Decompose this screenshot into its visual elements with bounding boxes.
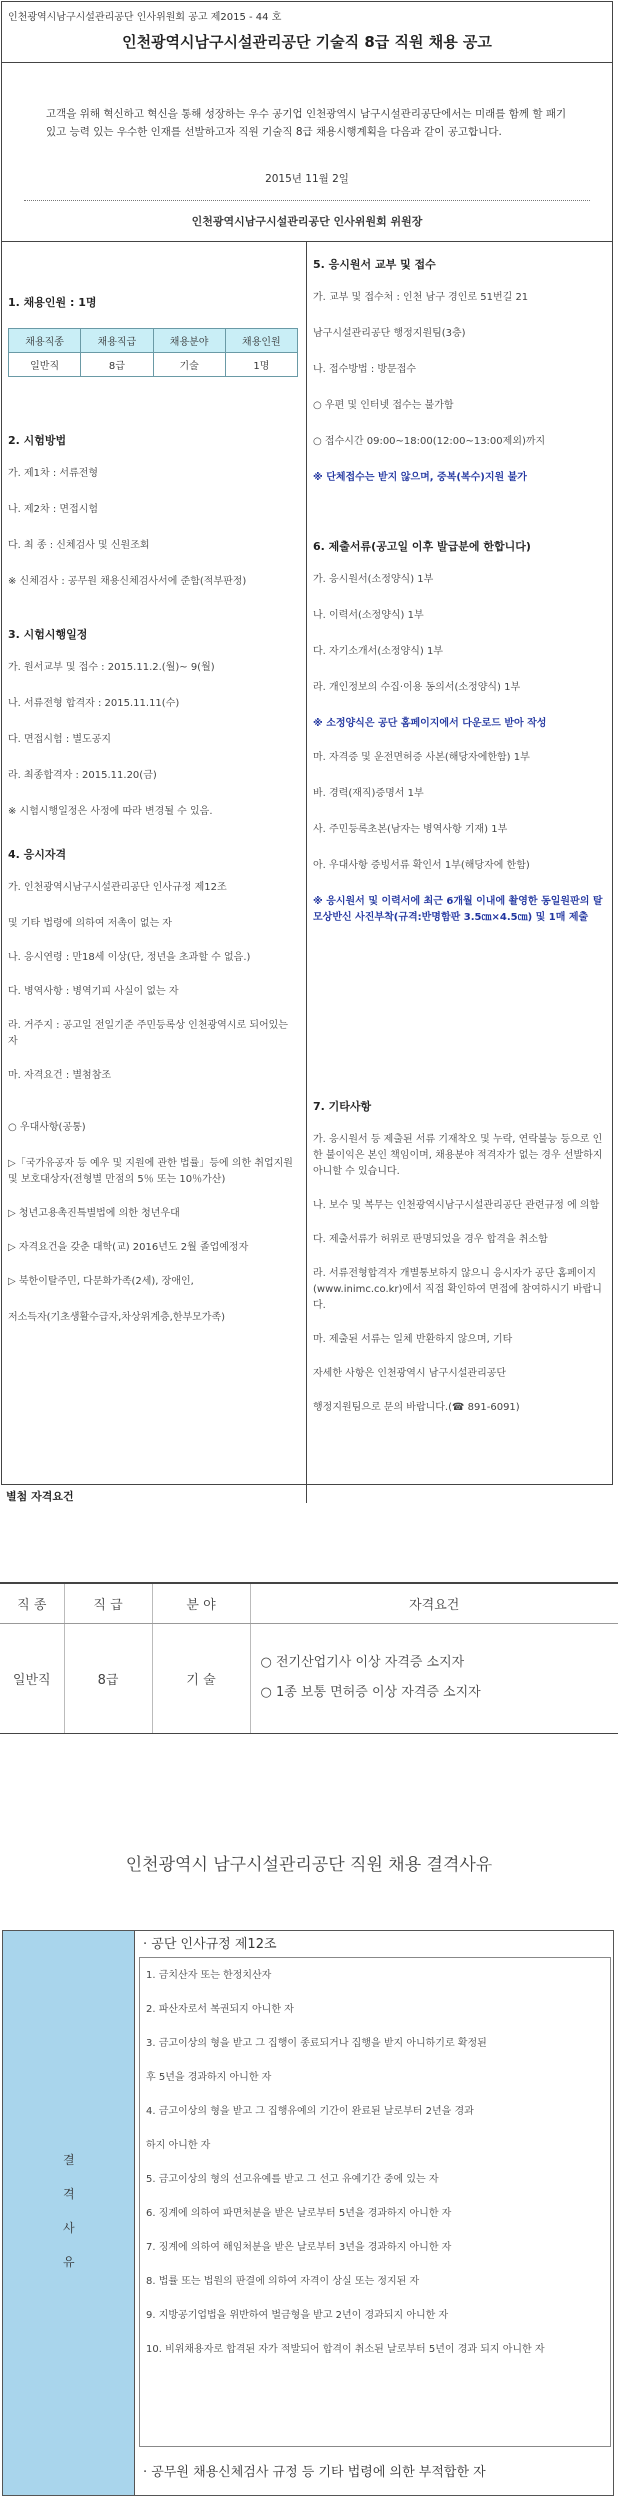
qualification-table xyxy=(0,1582,618,1734)
qual-header: 직 종 xyxy=(0,1583,64,1623)
list-item: 다. 최 종 : 신체검사 및 신원조회 xyxy=(8,540,150,551)
list-item: ○ 접수시간 09:00~18:00(12:00~13:00제외)까지 xyxy=(313,436,546,447)
recruit-header: 채용직급 xyxy=(81,329,153,353)
list-item: 나. 접수방법 : 방문접수 xyxy=(313,364,417,375)
recruit-cell: 기술 xyxy=(153,353,225,377)
list-item: 다. 병역사항 : 병역기피 사실이 없는 자 xyxy=(8,986,179,997)
list-item: 바. 경력(재직)증명서 1부 xyxy=(313,788,424,799)
list-item: 아. 우대사항 증빙서류 확인서 1부(해당자에 한함) xyxy=(313,860,530,871)
side-label-char: 격 xyxy=(63,2187,75,2201)
list-item: ▷ 북한이탈주민, 다문화가족(2세), 장애인, xyxy=(8,1276,194,1287)
list-item: 나. 보수 및 복무는 인천광역시남구시설관리공단 관련규정 에 의함 xyxy=(313,1200,600,1211)
recruit-table xyxy=(8,328,298,377)
list-item: 남구시설관리공단 행정지원팀(3층) xyxy=(313,328,466,339)
list-item: ▷「국가유공자 등 예우 및 지원에 관한 법률」등에 의한 취업지원 및 보호대상자(전형별 만점의 5％ 또는 10％가산) xyxy=(8,1158,293,1185)
list-item: 라. 거주지 : 공고일 전일기준 주민등록상 인천광역시로 되어있는 자 xyxy=(8,1020,288,1047)
list-item: 나. 제2차 : 면접시험 xyxy=(8,504,99,515)
recruit-header: 채용분야 xyxy=(153,329,225,353)
list-item: 행정지원팀으로 문의 바랍니다.(☎ 891-6091) xyxy=(313,1402,520,1413)
qual-requirement: ○ 1종 보통 면허증 이상 자격증 소지자 xyxy=(260,1685,481,1700)
recruit-header: 채용인원 xyxy=(225,329,297,353)
list-item: 8. 법률 또는 법원의 판결에 의하여 자격이 상실 또는 정지된 자 xyxy=(146,2276,420,2287)
notice-number: 인천광역시남구시설관리공단 인사위원회 공고 제2015 - 44 호 xyxy=(8,12,282,23)
attachment-caption: 별첨 자격요건 xyxy=(6,1490,74,1503)
list-item: 2. 파산자로서 복권되지 아니한 자 xyxy=(146,2004,294,2015)
qual-cell: 일반직 xyxy=(0,1623,64,1733)
list-item: 마. 제출된 서류는 일체 반환하지 않으며, 기타 xyxy=(313,1334,513,1345)
list-item: ○ 우편 및 인터넷 접수는 불가함 xyxy=(313,400,454,411)
list-item: 9. 지방공기업법을 위반하여 벌금형을 받고 2년이 경과되지 아니한 자 xyxy=(146,2310,449,2321)
intro-text: 고객을 위해 혁신하고 혁신을 통해 성장하는 우수 공기업 인천광역시 남구시설관리공단에서는 미래를 함께 할 패기 있고 능력 있는 우수한 인재를 선발하고자 직원 기술직 8급 채용시행계획을 다음과 같이 공고합니다. xyxy=(46,108,567,138)
list-item: 5. 금고이상의 형의 선고유예를 받고 그 선고 유예기간 중에 있는 자 xyxy=(146,2174,439,2185)
qual-header: 분 야 xyxy=(152,1583,250,1623)
section-eligibility: 4. 응시자격 xyxy=(8,848,67,861)
list-item: 마. 자격증 및 운전면허증 사본(해당자에한함) 1부 xyxy=(313,752,530,763)
list-item: 사. 주민등록초본(남자는 병역사항 기재) 1부 xyxy=(313,824,508,835)
list-item: 후 5년을 경과하지 아니한 자 xyxy=(146,2072,272,2083)
recruit-cell: 일반직 xyxy=(9,353,81,377)
list-item: 가. 제1차 : 서류전형 xyxy=(8,468,99,479)
list-item: 나. 서류전형 합격자 : 2015.11.11(수) xyxy=(8,698,180,709)
section-documents: 6. 제출서류(공고일 이후 발급분에 한합니다) xyxy=(313,540,531,553)
qual-header: 직 급 xyxy=(64,1583,152,1623)
disqualification-side-label xyxy=(3,1931,135,2495)
list-item: 라. 개인정보의 수집·이용 동의서(소정양식) 1부 xyxy=(313,682,521,693)
section-recruit-count: 1. 채용인원 : 1명 xyxy=(8,296,97,309)
section-schedule: 3. 시험시행일정 xyxy=(8,628,88,641)
list-item: 나. 이력서(소정양식) 1부 xyxy=(313,610,424,621)
side-label-char: 사 xyxy=(63,2221,75,2235)
disqualification-title: 인천광역시 남구시설관리공단 직원 채용 결격사유 xyxy=(125,1855,493,1875)
list-item: 1. 금치산자 또는 한정치산자 xyxy=(146,1970,272,1981)
recruit-cell: 1명 xyxy=(225,353,297,377)
list-item: 3. 금고이상의 형을 받고 그 집행이 종료되거나 집행을 받지 아니하기로 확정된 xyxy=(146,2038,487,2049)
list-item: 가. 응시원서(소정양식) 1부 xyxy=(313,574,434,585)
qual-header: 자격요건 xyxy=(250,1583,618,1623)
notice-title: 인천광역시남구시설관리공단 기술직 8급 직원 채용 공고 xyxy=(122,33,492,51)
list-item: 라. 최종합격자 : 2015.11.20(금) xyxy=(8,770,157,781)
qual-requirement: ○ 전기산업기사 이상 자격증 소지자 xyxy=(260,1655,465,1670)
section-other: 7. 기타사항 xyxy=(313,1100,372,1113)
list-item: ▷ 청년고용촉진특별법에 의한 청년우대 xyxy=(8,1208,180,1219)
list-item: ※ 시험시행일정은 사정에 따라 변경될 수 있음. xyxy=(8,806,213,817)
notice-note: ※ 소정양식은 공단 홈페이지에서 다운로드 받아 작성 xyxy=(313,718,547,729)
disqualification-section-1: · 공단 인사규정 제12조 xyxy=(143,1937,277,1952)
list-item: 다. 자기소개서(소정양식) 1부 xyxy=(313,646,443,657)
disqualification-section-2: · 공무원 채용신체검사 규정 등 기타 법령에 의한 부적합한 자 xyxy=(143,2465,486,2480)
list-item: ※ 신체검사 : 공무원 채용신체검사서에 준함(적부판정) xyxy=(8,576,247,587)
left-column xyxy=(2,242,307,1503)
qual-requirements xyxy=(250,1623,618,1733)
list-item: 4. 금고이상의 형을 받고 그 집행유예의 기간이 완료된 날로부터 2년을 경과 xyxy=(146,2106,474,2117)
disqualification-list xyxy=(139,1957,611,2447)
section-application: 5. 응시원서 교부 및 접수 xyxy=(313,258,436,271)
list-item: 6. 징계에 의하여 파면처분을 받은 날로부터 5년을 경과하지 아니한 자 xyxy=(146,2208,452,2219)
qual-cell: 기 술 xyxy=(152,1623,250,1733)
notice-frame xyxy=(1,1,613,1485)
issuing-org: 인천광역시남구시설관리공단 인사위원회 위원장 xyxy=(191,215,423,228)
notice-date: 2015년 11월 2일 xyxy=(265,173,349,185)
list-item: 나. 응시연령 : 만18세 이상(단, 정년을 초과할 수 없음.) xyxy=(8,952,251,963)
list-item: 가. 인천광역시남구시설관리공단 인사규정 제12조 xyxy=(8,882,227,893)
list-item: ▷ 자격요건을 갖춘 대학(교) 2016년도 2월 졸업예정자 xyxy=(8,1242,249,1253)
list-item: 마. 자격요건 : 별첨참조 xyxy=(8,1070,112,1081)
disqualification-box xyxy=(2,1930,614,2496)
list-item: 다. 제출서류가 허위로 판명되었을 경우 합격을 취소함 xyxy=(313,1234,548,1245)
list-item: 다. 면접시험 : 별도공지 xyxy=(8,734,112,745)
list-item: 자세한 사항은 인천광역시 남구시설관리공단 xyxy=(313,1368,507,1379)
list-item: ○ 우대사항(공통) xyxy=(8,1122,86,1133)
notice-note: ※ 응시원서 및 이력서에 최근 6개월 이내에 촬영한 동일원판의 탈모상반신 사진부착(규격:반명함판 3.5㎝×4.5㎝) 및 1매 제출 xyxy=(313,896,603,923)
list-item: 가. 원서교부 및 접수 : 2015.11.2.(월)~ 9(월) xyxy=(8,662,215,673)
list-item: 저소득자(기초생활수급자,차상위계층,한부모가족) xyxy=(8,1312,226,1323)
recruit-cell: 8급 xyxy=(81,353,153,377)
list-item: 라. 서류전형합격자 개별통보하지 않으니 응시자가 공단 홈페이지(www.inimc.co.kr)에서 직접 확인하여 면접에 참여하시기 바랍니다. xyxy=(313,1268,602,1311)
recruit-header: 채용직종 xyxy=(9,329,81,353)
list-item: 및 기타 법령에 의하여 저촉이 없는 자 xyxy=(8,918,172,929)
list-item: 가. 교부 및 접수처 : 인천 남구 경인로 51번길 21 xyxy=(313,292,529,303)
list-item: 10. 비위채용자로 합격된 자가 적발되어 합격이 취소된 날로부터 5년이 경과 되지 아니한 자 xyxy=(146,2344,545,2355)
list-item: 7. 징계에 의하여 해임처분을 받은 날로부터 3년을 경과하지 아니한 자 xyxy=(146,2242,452,2253)
notice-note: ※ 단체접수는 받지 않으며, 중복(복수)지원 불가 xyxy=(313,472,527,483)
list-item: 가. 응시원서 등 제출된 서류 기재착오 및 누락, 연락불능 등으로 인한 불이익은 본인 책임이며, 채용분야 적격자가 없는 경우 선발하지 아니할 수 있습니다. xyxy=(313,1134,603,1177)
section-test-method: 2. 시험방법 xyxy=(8,434,67,447)
side-label-char: 결 xyxy=(63,2153,75,2167)
list-item: 하지 아니한 자 xyxy=(146,2140,211,2151)
side-label-char: 유 xyxy=(63,2255,75,2269)
qual-cell: 8급 xyxy=(64,1623,152,1733)
right-column xyxy=(307,242,612,1503)
